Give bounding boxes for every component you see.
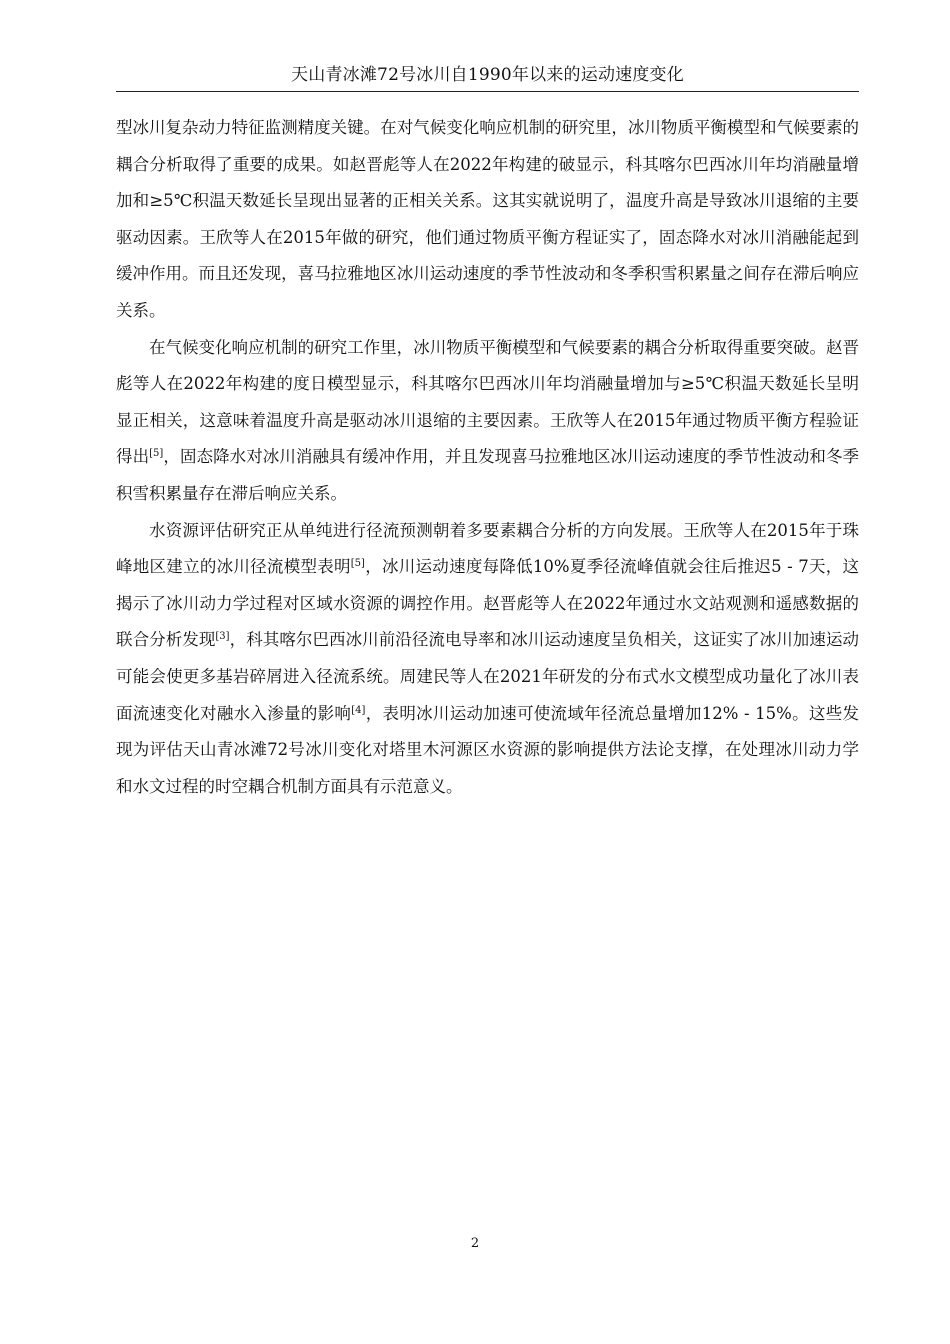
citation-ref: [3] [215, 631, 230, 643]
paragraph-3-text-2: ，冰川运动速度每降低10%夏季径流峰值就会往后推迟5 - 7天，这揭示了冰川动力学过程对区域水资源的调控作用。赵晋彪等人在2022年通过水文站观测和遥感数据的联合分析发现 [116, 557, 860, 650]
paragraph-3-text-1: 水资源评估研究正从单纯进行径流预测朝着多要素耦合分析的方向发展。王欣等人在2015年于珠峰地区建立的冰川径流模型表明 [116, 520, 859, 577]
header-divider [116, 91, 859, 92]
paragraph-2-text-2: ，固态降水对冰川消融具有缓冲作用，并且发现喜马拉雅地区冰川运动速度的季节性波动和冬季积雪积累量存在滞后响应关系。 [116, 447, 860, 503]
body-text [116, 110, 859, 805]
paragraph-1-text: 型冰川复杂动力特征监测精度关键。在对气候变化响应机制的研究里，冰川物质平衡模型和气候要素的耦合分析取得了重要的成果。如赵晋彪等人在2022年构建的破显示，科其喀尔巴西冰川年均消融量增加和≥5℃积温天数延长呈现出显著的正相关关系。这其实就说明了，温度升高是导致冰川退缩的主要驱动因素。王欣等人在2015年做的研究，他们通过物质平衡方程证实了，固态降水对冰川消融能起到缓冲作用。而且还发现，喜马拉雅地区冰川运动速度的季节性波动和冬季积雪积累量之间存在滞后响应关系。 [116, 118, 859, 320]
citation-ref: [4] [351, 704, 366, 716]
paragraph-1 [116, 110, 859, 330]
paragraph-3 [116, 513, 859, 806]
paragraph-3-text-4: ，表明冰川运动加速可使流域年径流总量增加12% - 15%。这些发现为评估天山青冰滩72号冰川变化对塔里木河源区水资源的影响提供方法论支撑，在处理冰川动力学和水文过程的时空耦合机制方面具有示范意义。 [116, 703, 860, 796]
running-header-title: 天山青冰滩72号冰川自1990年以来的运动速度变化 [291, 65, 684, 85]
paragraph-2 [116, 330, 859, 513]
paragraph-3-text-3: ，科其喀尔巴西冰川前沿径流电导率和冰川运动速度呈负相关，这证实了冰川加速运动可能会使更多基岩碎屑进入径流系统。周建民等人在2021年研发的分布式水文模型成功量化了冰川表面流速变化对融水入渗量的影响 [116, 630, 860, 723]
citation-ref: [5] [149, 448, 164, 460]
paragraph-2-text-1: 在气候变化响应机制的研究工作里，冰川物质平衡模型和气候要素的耦合分析取得重要突破。赵晋彪等人在2022年构建的度日模型显示，科其喀尔巴西冰川年均消融量增加与≥5℃积温天数延长呈明显正相关，这意味着温度升高是驱动冰川退缩的主要因素。王欣等人在2015年通过物质平衡方程验证得出 [116, 337, 859, 467]
page-number: 2 [470, 1236, 480, 1251]
citation-ref: [5] [350, 558, 365, 570]
